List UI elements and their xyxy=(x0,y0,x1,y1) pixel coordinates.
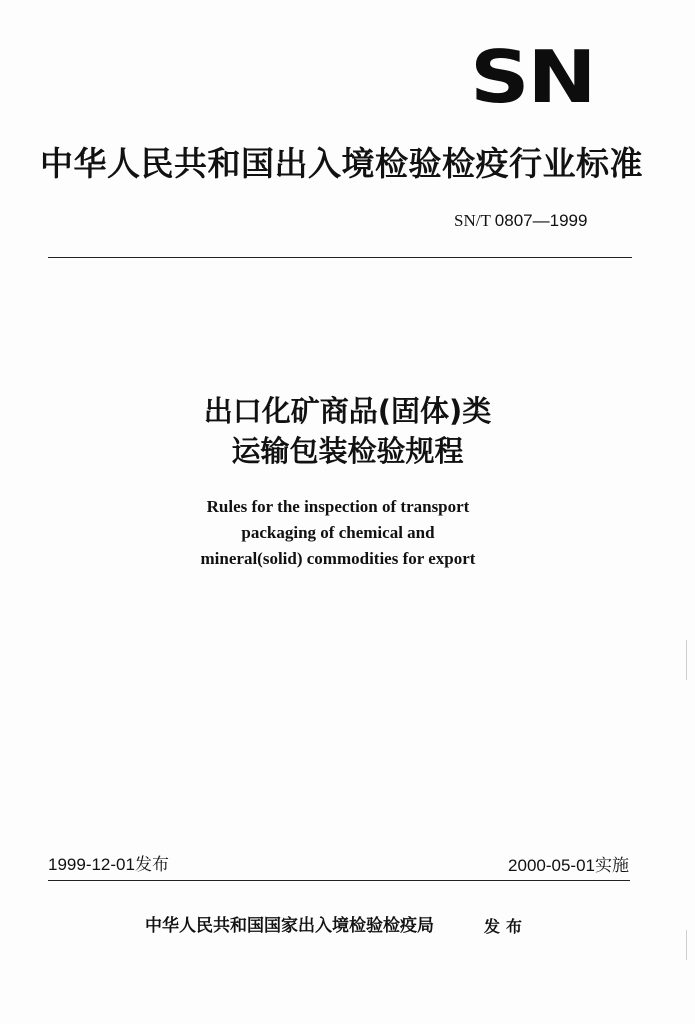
header-divider xyxy=(48,257,632,258)
chinese-title-line-2: 运输包装检验规程 xyxy=(231,434,464,468)
agency-standard-title: 中华人民共和国出入境检验检疫行业标准 xyxy=(40,144,643,183)
issue-date: 1999-12-01发布 xyxy=(48,855,169,874)
publish-label: 发布 xyxy=(484,917,529,936)
sn-logo: SN xyxy=(470,35,595,119)
english-title-line-2: packaging of chemical and xyxy=(241,523,435,542)
scan-edge-mark xyxy=(686,640,687,680)
chinese-title-line-1: 出口化矿商品(固体)类 xyxy=(203,394,492,428)
standard-number-value: 0807—1999 xyxy=(494,211,588,230)
footer-divider xyxy=(48,880,630,881)
standard-number xyxy=(454,211,587,231)
scan-edge-mark xyxy=(686,930,687,960)
english-title-line-3: mineral(solid) commodities for export xyxy=(200,549,476,568)
publisher-name: 中华人民共和国国家出入境检验检疫局 xyxy=(145,916,434,936)
standard-prefix: SN/T xyxy=(454,211,491,230)
english-title-line-1: Rules for the inspection of transport xyxy=(206,497,470,516)
implementation-date: 2000-05-01实施 xyxy=(508,856,629,875)
